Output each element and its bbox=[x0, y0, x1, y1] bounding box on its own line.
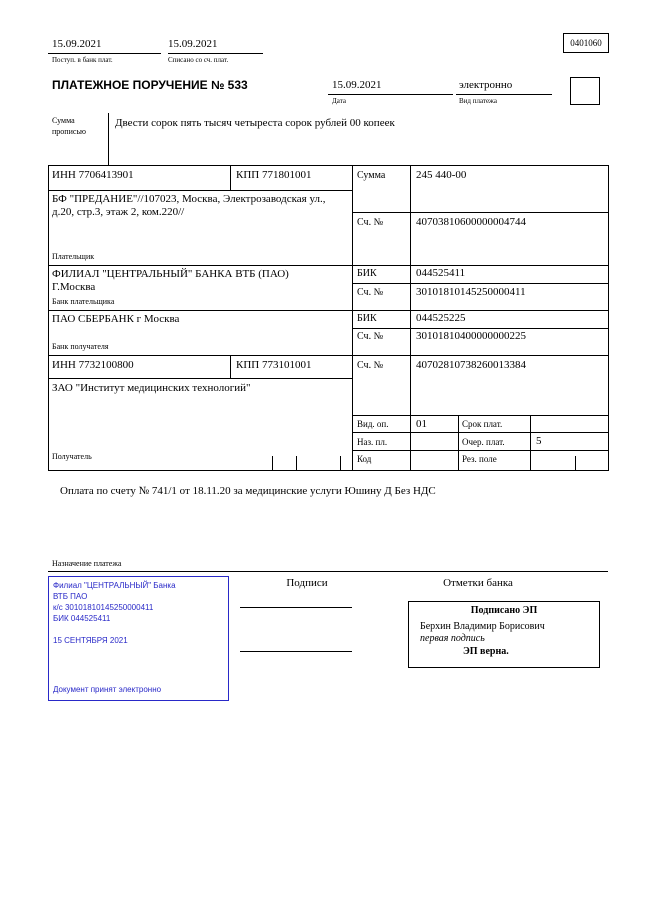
table-border bbox=[352, 283, 608, 284]
table-border bbox=[230, 165, 231, 190]
purpose-code-label: Наз. пл. bbox=[357, 437, 388, 447]
pay-term-label: Срок плат. bbox=[462, 419, 503, 429]
purpose-underline bbox=[48, 571, 608, 572]
payee-section-label: Получатель bbox=[52, 452, 92, 461]
bank-marks-header: Отметки банка bbox=[443, 577, 513, 589]
table-border bbox=[340, 456, 341, 470]
table-border bbox=[48, 310, 608, 311]
amount-words-divider bbox=[108, 113, 109, 165]
payer-name: БФ "ПРЕДАНИЕ"//107023, Москва, Электрозаводская ул., д.20, стр.3, этаж 2, ком.220// bbox=[52, 193, 326, 218]
op-kind-label: Вид. оп. bbox=[357, 419, 389, 429]
table-border bbox=[48, 470, 609, 471]
payee-bank-bik-label: БИК bbox=[357, 313, 377, 324]
bank-stamp-date: 15 СЕНТЯБРЯ 2021 bbox=[53, 636, 128, 645]
priority-value: 5 bbox=[536, 435, 542, 447]
table-border bbox=[352, 415, 608, 416]
payer-account-label: Сч. № bbox=[357, 217, 384, 228]
payment-kind-label: Вид платежа bbox=[459, 97, 498, 105]
table-border bbox=[272, 456, 273, 470]
payer-bank-section-label: Банк плательщика bbox=[52, 297, 115, 306]
received-date: 15.09.2021 bbox=[52, 38, 102, 50]
table-border bbox=[352, 328, 608, 329]
payee-bank-name: ПАО СБЕРБАНК г Москва bbox=[52, 313, 180, 325]
reserve-field-label: Рез. поле bbox=[462, 454, 497, 464]
esign-note: первая подпись bbox=[420, 633, 485, 644]
payment-kind-underline bbox=[456, 94, 552, 95]
amount-in-words: Двести сорок пять тысяч четыреста сорок рублей 00 копеек bbox=[115, 117, 395, 129]
status-checkbox bbox=[570, 77, 600, 105]
esign-title: Подписано ЭП bbox=[470, 605, 538, 616]
form-code-box: 0401060 bbox=[563, 33, 609, 53]
payer-section-label: Плательщик bbox=[52, 252, 95, 261]
document-title: ПЛАТЕЖНОЕ ПОРУЧЕНИЕ № 533 bbox=[52, 78, 248, 92]
payee-inn: ИНН 7732100800 bbox=[52, 359, 134, 371]
sum-value: 245 440-00 bbox=[416, 169, 467, 181]
payment-purpose-text: Оплата по счету № 741/1 от 18.11.20 за медицинские услуги Юшину Д Без НДС bbox=[60, 485, 436, 497]
table-border bbox=[352, 212, 608, 213]
table-border bbox=[352, 432, 608, 433]
date-label: Дата bbox=[332, 97, 346, 105]
op-kind-value: 01 bbox=[416, 418, 427, 430]
code-label: Код bbox=[357, 454, 372, 464]
bank-stamp-accepted: Документ принят электронно bbox=[53, 685, 162, 694]
bank-stamp-line: Филиал "ЦЕНТРАЛЬНЫЙ" Банка bbox=[53, 581, 176, 590]
payee-bank-account: 30101810400000000225 bbox=[416, 330, 526, 342]
table-border bbox=[575, 456, 576, 470]
bank-stamp-line: ВТБ ПАО bbox=[53, 592, 88, 601]
table-border bbox=[296, 456, 297, 470]
table-border bbox=[352, 165, 353, 470]
table-border bbox=[410, 165, 411, 470]
received-date-label: Поступ. в банк плат. bbox=[52, 56, 113, 64]
payer-bank-bik-label: БИК bbox=[357, 268, 377, 279]
payer-bank-name: ФИЛИАЛ "ЦЕНТРАЛЬНЫЙ" БАНКА ВТБ (ПАО) Г.Москва bbox=[52, 268, 289, 293]
table-border bbox=[230, 355, 231, 378]
signature-line bbox=[240, 651, 352, 652]
table-border bbox=[48, 165, 608, 166]
signature-line bbox=[240, 607, 352, 608]
date-underline bbox=[328, 94, 453, 95]
received-date-underline bbox=[48, 53, 161, 54]
payment-kind: электронно bbox=[459, 79, 513, 91]
table-border bbox=[48, 378, 352, 379]
amount-words-label-1: Сумма bbox=[52, 116, 75, 125]
bank-stamp-line: к/с 30101810145250000411 bbox=[53, 603, 154, 612]
esign-verified: ЭП верна. bbox=[463, 646, 509, 657]
document-date: 15.09.2021 bbox=[332, 79, 382, 91]
signatures-header: Подписи bbox=[286, 577, 328, 589]
esign-name: Берхин Владимир Борисович bbox=[420, 621, 545, 632]
payer-inn: ИНН 7706413901 bbox=[52, 169, 134, 181]
debited-date: 15.09.2021 bbox=[168, 38, 218, 50]
payer-kpp: КПП 771801001 bbox=[236, 169, 312, 181]
payee-account: 40702810738260013384 bbox=[416, 359, 526, 371]
amount-words-label-2: прописью bbox=[52, 127, 87, 136]
payee-bank-account-label: Сч. № bbox=[357, 331, 384, 342]
table-border bbox=[530, 415, 531, 470]
table-border bbox=[458, 415, 459, 470]
payment-purpose-label: Назначение платежа bbox=[52, 559, 122, 568]
table-border bbox=[608, 165, 609, 470]
payer-bank-account-label: Сч. № bbox=[357, 287, 384, 298]
payee-kpp: КПП 773101001 bbox=[236, 359, 312, 371]
priority-label: Очер. плат. bbox=[462, 437, 505, 447]
table-border bbox=[48, 190, 352, 191]
payer-account: 40703810600000004744 bbox=[416, 216, 526, 228]
table-border bbox=[352, 450, 608, 451]
table-border bbox=[48, 355, 608, 356]
debited-date-underline bbox=[168, 53, 263, 54]
table-border bbox=[48, 165, 49, 470]
table-border bbox=[48, 265, 608, 266]
sum-label: Сумма bbox=[357, 170, 386, 181]
payee-account-label: Сч. № bbox=[357, 360, 384, 371]
bank-stamp-line: БИК 044525411 bbox=[53, 614, 111, 623]
payee-bank-bik: 044525225 bbox=[416, 312, 466, 324]
payer-bank-account: 30101810145250000411 bbox=[416, 286, 526, 298]
payer-bank-bik: 044525411 bbox=[416, 267, 466, 279]
payee-name: ЗАО "Институт медицинских технологий" bbox=[52, 382, 251, 394]
debited-date-label: Списано со сч. плат. bbox=[168, 56, 229, 64]
payee-bank-section-label: Банк получателя bbox=[52, 342, 109, 351]
